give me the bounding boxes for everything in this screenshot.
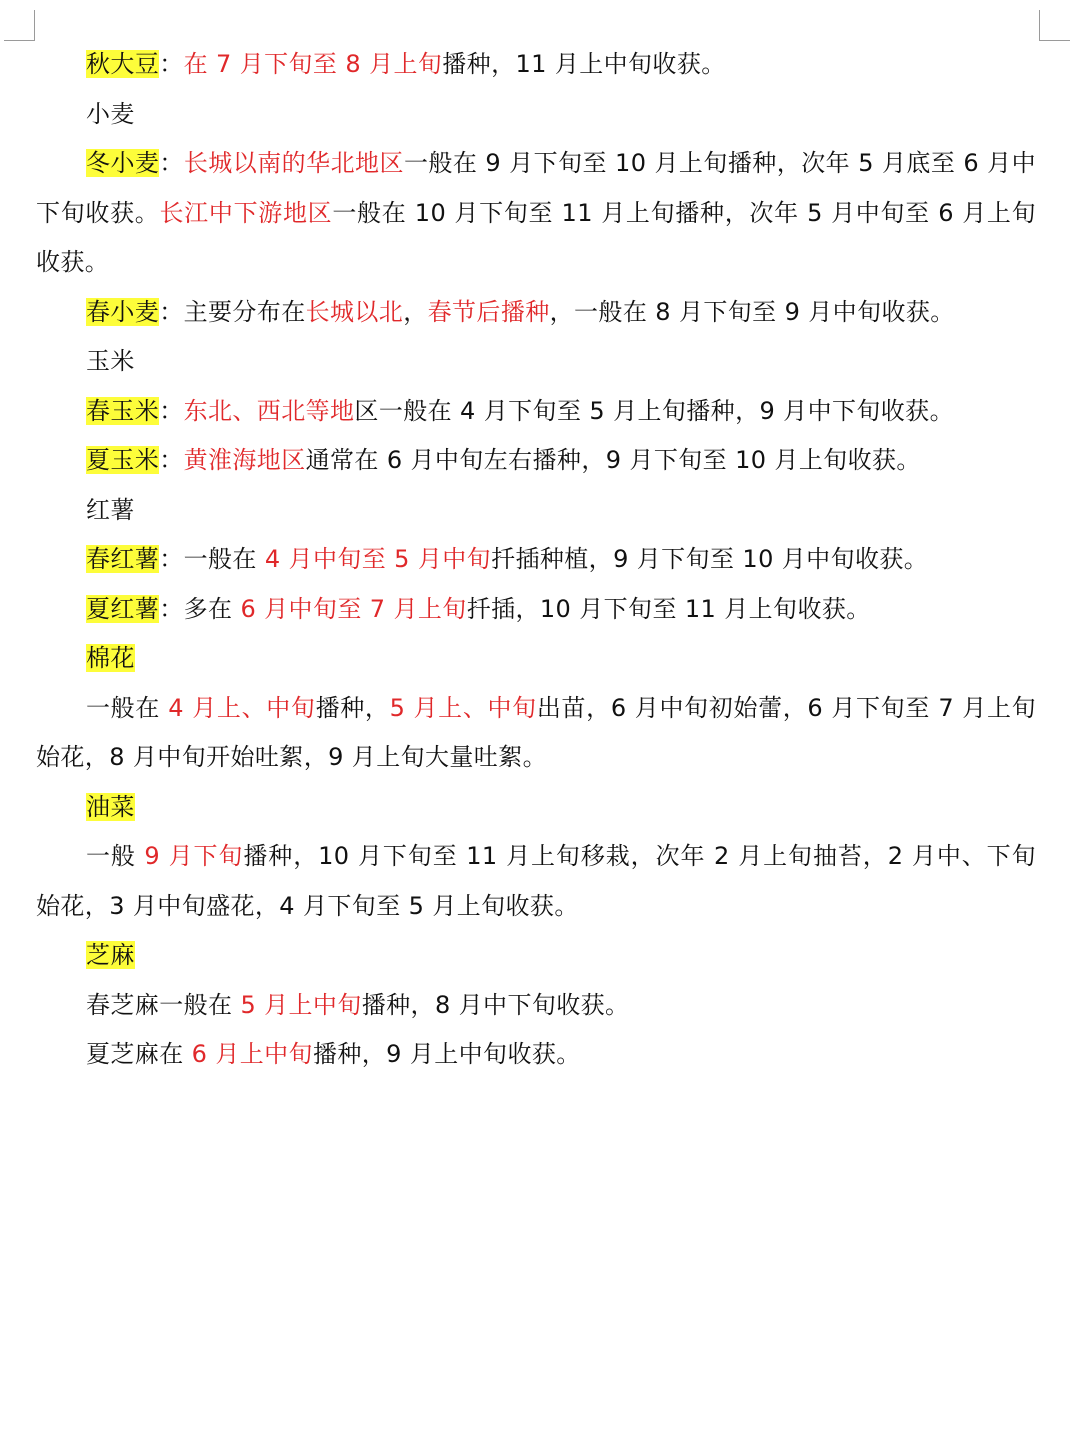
highlight-text: 长江中下游地区 bbox=[159, 198, 333, 227]
body-text: 扦插种植，9 月下旬至 10 月中旬收获。 bbox=[491, 545, 929, 573]
winter-wheat-label: 冬小麦 bbox=[86, 149, 160, 177]
body-text: 播种，9 月上中旬收获。 bbox=[312, 1040, 581, 1068]
rapeseed-paragraph bbox=[36, 832, 1036, 931]
document-body bbox=[36, 40, 1036, 1080]
autumn-soybean-paragraph bbox=[36, 40, 1036, 90]
body-text: 一般在 bbox=[86, 693, 169, 722]
highlight-text: 9 月下旬 bbox=[144, 842, 244, 870]
summer-corn-label: 夏玉米 bbox=[86, 446, 160, 474]
body-text: 播种，10 月下旬至 11 月上旬移栽，次年 2 月上旬抽苔，2 月中、下旬始花，3 月中旬盛花，4 月下旬至 5 月上旬收获。 bbox=[36, 842, 1036, 920]
body-text: 扦插，10 月下旬至 11 月上旬收获。 bbox=[466, 594, 871, 623]
highlight-text: 长城以南的华北地区 bbox=[183, 149, 404, 177]
winter-wheat-paragraph bbox=[36, 139, 1036, 288]
highlight-text: 长城以北 bbox=[305, 297, 404, 326]
summer-sesame-paragraph bbox=[36, 1030, 1036, 1080]
body-text: 一般在 9 月下旬至 10 月上旬播种，次年 5 月底至 6 月中下旬收获。 bbox=[36, 149, 1037, 227]
body-text: 夏芝麻在 bbox=[86, 1040, 192, 1068]
body-text: 播种， bbox=[315, 693, 390, 722]
body-text: 一般在 10 月下旬至 11 月上旬播种，次年 5 月中旬至 6 月上旬收获。 bbox=[36, 198, 1036, 276]
body-text: 区一般在 4 月下旬至 5 月上旬播种，9 月中下旬收获。 bbox=[354, 396, 954, 425]
rapeseed-heading-line bbox=[36, 783, 1036, 833]
separator: ： bbox=[159, 594, 184, 623]
summer-corn-paragraph bbox=[36, 436, 1036, 486]
separator: ： bbox=[159, 545, 184, 573]
spring-corn-label: 春玉米 bbox=[86, 396, 160, 425]
separator: ： bbox=[159, 396, 184, 425]
body-text: 一般在 bbox=[183, 545, 265, 573]
spring-wheat-paragraph bbox=[36, 288, 1036, 338]
highlight-text: 东北、西北等地 bbox=[183, 396, 355, 425]
summer-sweet-potato-label: 夏红薯 bbox=[86, 594, 160, 623]
body-text: 主要分布在 bbox=[183, 297, 306, 326]
separator: ： bbox=[159, 50, 184, 78]
highlight-text: 春节后播种 bbox=[427, 297, 550, 326]
spring-corn-paragraph bbox=[36, 387, 1036, 437]
highlight-text: 6 月上中旬 bbox=[191, 1040, 313, 1068]
body-text: 出苗，6 月中旬初始蕾，6 月下旬至 7 月上旬始花，8 月中旬开始吐絮，9 月上旬大量吐絮。 bbox=[36, 693, 1037, 771]
body-text: 通常在 6 月中旬左右播种，9 月下旬至 10 月上旬收获。 bbox=[305, 446, 921, 474]
autumn-soybean-label: 秋大豆 bbox=[86, 50, 160, 78]
wheat-heading: 小麦 bbox=[86, 99, 135, 128]
highlight-text: 5 月上、中旬 bbox=[389, 693, 537, 722]
corn-heading: 玉米 bbox=[86, 347, 135, 375]
spring-sesame-paragraph bbox=[36, 981, 1036, 1031]
separator: ： bbox=[159, 149, 184, 177]
body-text: ， bbox=[403, 297, 428, 326]
sweet-potato-heading: 红薯 bbox=[86, 495, 135, 524]
spring-sweet-potato-label: 春红薯 bbox=[86, 545, 160, 573]
body-text: 一般 bbox=[86, 842, 145, 870]
rapeseed-heading: 油菜 bbox=[86, 792, 135, 821]
page-corner-mark-left bbox=[4, 10, 35, 41]
highlight-text: 4 月中旬至 5 月中旬 bbox=[264, 545, 492, 573]
page-corner-mark-right bbox=[1039, 10, 1070, 41]
highlight-text: 黄淮海地区 bbox=[183, 446, 306, 474]
cotton-paragraph bbox=[36, 684, 1036, 783]
spring-wheat-label: 春小麦 bbox=[86, 297, 160, 326]
body-text: 春芝麻一般在 bbox=[86, 990, 241, 1019]
spring-sweet-potato-paragraph bbox=[36, 535, 1036, 585]
highlight-text: 在 7 月下旬至 8 月上旬 bbox=[183, 50, 443, 78]
highlight-text: 4 月上、中旬 bbox=[168, 693, 316, 722]
body-text: 播种，11 月上中旬收获。 bbox=[442, 50, 726, 78]
separator: ： bbox=[159, 446, 184, 474]
body-text: 播种，8 月中下旬收获。 bbox=[361, 990, 630, 1019]
separator: ： bbox=[159, 297, 184, 326]
sesame-heading: 芝麻 bbox=[86, 941, 135, 969]
body-text: ，一般在 8 月下旬至 9 月中旬收获。 bbox=[549, 297, 955, 326]
highlight-text: 6 月中旬至 7 月上旬 bbox=[240, 594, 467, 623]
sesame-heading-line bbox=[36, 931, 1036, 981]
body-text: 多在 bbox=[183, 594, 241, 623]
summer-sweet-potato-paragraph bbox=[36, 585, 1036, 635]
cotton-heading-line bbox=[36, 634, 1036, 684]
cotton-heading: 棉花 bbox=[86, 644, 135, 672]
highlight-text: 5 月上中旬 bbox=[240, 990, 362, 1019]
